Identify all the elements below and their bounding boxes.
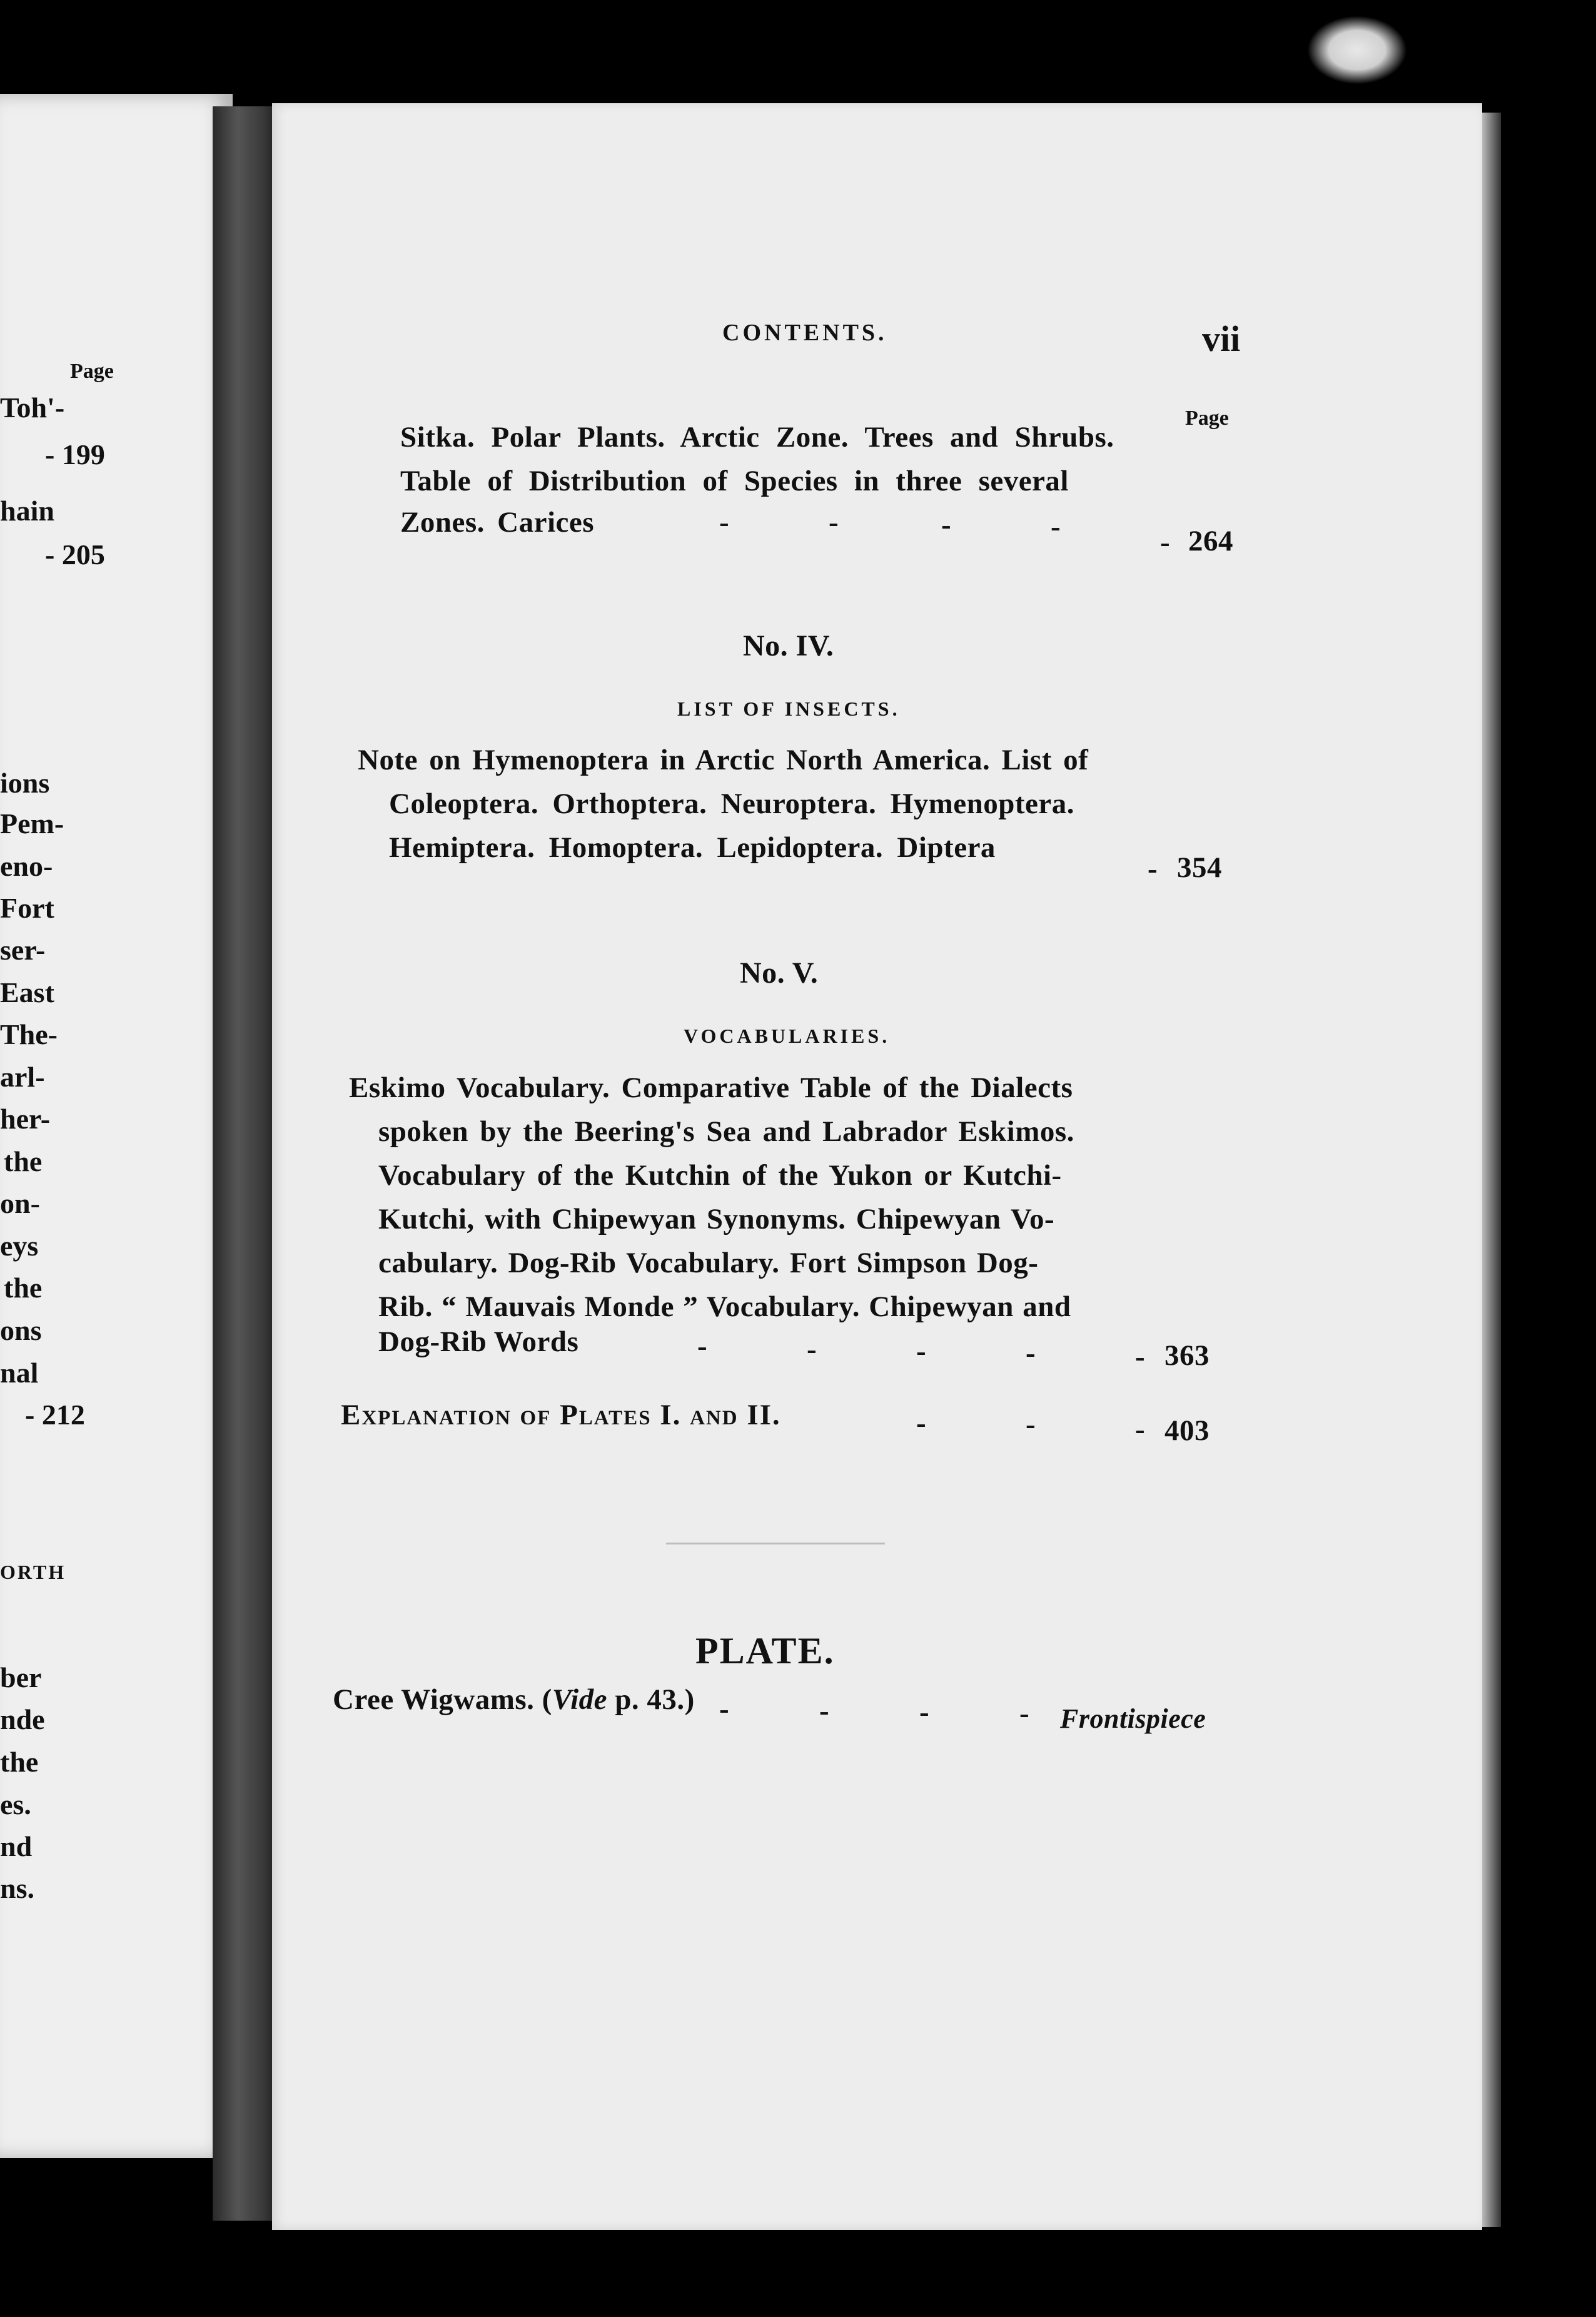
page-edge [1482,113,1501,2227]
left-fragment: ions [0,767,50,799]
leader-dot: - [819,1695,829,1727]
left-fragment: The- [0,1018,58,1050]
left-fragment: Toh'- [0,392,65,423]
left-fragment: the [0,1746,39,1778]
page-column-label: Page [1185,407,1229,430]
entry-page: 264 [1188,525,1233,557]
left-fragment: - 212 [25,1399,85,1431]
plate-caption-suffix: p. 43.) [607,1683,695,1716]
section-divider [666,1543,885,1544]
left-fragment: ons [0,1314,42,1346]
left-fragment: es. [0,1788,31,1820]
leader-dot: - [1135,1341,1145,1373]
entry-line: Note on Hymenoptera in Arctic North America. List of [358,744,1089,776]
section-title: VOCABULARIES. [684,1025,891,1047]
left-fragment: the [4,1145,43,1177]
section-number: No. IV. [743,629,834,662]
entry-page: 363 [1164,1339,1210,1372]
leader-dot: - [719,1693,729,1725]
leader-dot: - [1026,1337,1036,1369]
left-fragment: her- [0,1103,51,1135]
leader-dot: - [916,1407,926,1439]
leader-dot: - [719,506,729,539]
entry-line: Table of Distribution of Species in three several [400,465,1069,497]
leader-dot: - [829,506,839,539]
left-fragment: ber [0,1661,42,1693]
leader-dot: - [1026,1408,1036,1441]
entry-line: Hemiptera. Homoptera. Lepidoptera. Diptera [389,831,996,864]
entry-line: spoken by the Beering's Sea and Labrador Eskimos. [378,1115,1074,1148]
plate-caption [333,1683,695,1716]
left-fragment: on- [0,1187,40,1219]
leader-dot: - [1019,1697,1029,1730]
entry-line: Zones. Carices [400,506,595,539]
left-page-label: Page [70,360,114,383]
explanation-text: Explanation of Plates I. and II. [341,1399,781,1431]
section-title: LIST OF INSECTS. [677,697,901,720]
left-fragment: ns. [0,1872,34,1904]
entry-line: Vocabulary of the Kutchin of the Yukon or Kutchi- [378,1159,1062,1192]
entry-line: cabulary. Dog-Rib Vocabulary. Fort Simpson Dog- [378,1247,1039,1279]
dust-speck [1307,16,1407,84]
leader-dot: - [697,1330,707,1362]
plate-caption-prefix: Cree Wigwams. ( [333,1683,552,1716]
leader-dot: - [1160,526,1170,559]
left-fragment: nd [0,1830,33,1862]
entry-line: Rib. “ Mauvais Monde ” Vocabulary. Chipewyan and [378,1290,1071,1323]
entry-line: Eskimo Vocabulary. Comparative Table of the Dialects [349,1072,1073,1104]
left-fragment: hain [0,495,54,527]
plate-location: Frontispiece [1060,1703,1206,1734]
leader-dot: - [941,509,951,541]
left-fragment: arl- [0,1061,45,1093]
section-number: No. V. [740,956,819,990]
entry-page: 354 [1177,851,1222,884]
left-fragment: - 205 [45,539,105,570]
page-number: vii [1202,318,1241,359]
leader-dot: - [1148,853,1158,885]
left-fragment: ser- [0,934,46,966]
leader-dot: - [1051,510,1061,543]
left-fragment: Fort [0,892,54,924]
left-fragment: ORTH [0,1561,66,1583]
entry-line: Dog-Rib Words [378,1326,579,1358]
left-fragment: eno- [0,850,53,882]
left-fragment: eys [0,1230,39,1262]
leader-dot: - [1135,1413,1145,1446]
left-fragment: the [4,1272,43,1304]
entry-line: Coleoptera. Orthoptera. Neuroptera. Hymenoptera. [389,788,1075,820]
left-fragment: - 199 [45,439,105,470]
leader-dot: - [807,1333,817,1366]
leader-dot: - [916,1335,926,1367]
entry-line: Sitka. Polar Plants. Arctic Zone. Trees and Shrubs. [400,421,1114,454]
book-gutter [213,106,275,2221]
plate-caption-vide: Vide [552,1683,608,1716]
left-fragment: nde [0,1703,45,1735]
entry-line: Kutchi, with Chipewyan Synonyms. Chipewyan Vo- [378,1203,1055,1235]
page-title: CONTENTS. [722,320,887,346]
entry-page: 403 [1164,1414,1210,1447]
leader-dot: - [919,1696,929,1728]
plate-heading: PLATE. [695,1630,835,1671]
left-fragment: nal [0,1357,39,1389]
left-fragment: Pem- [0,808,64,839]
left-fragment: East [0,976,54,1008]
